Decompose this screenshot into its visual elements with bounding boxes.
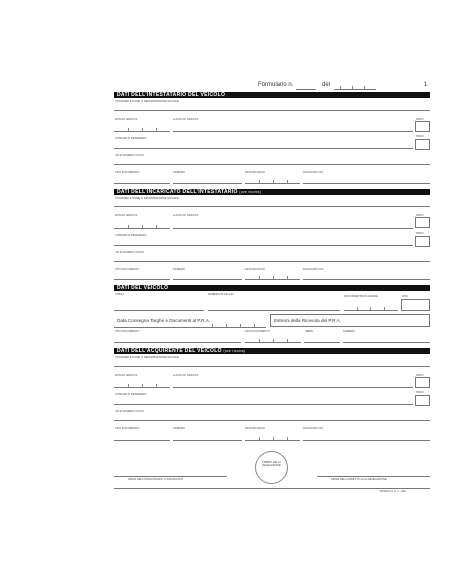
agent-birthdate-tick bbox=[156, 225, 157, 228]
owner-section-title: DATI DELL'INTESTATARIO DEL VEICOLO bbox=[117, 92, 226, 98]
vehicle-consegna-label: Data Consegna Targhe e Documenti al P.R.A. bbox=[117, 318, 211, 323]
page-number: 1 bbox=[424, 82, 428, 88]
owner-birthdate-label: DATA DI NASCITA bbox=[115, 117, 138, 121]
owner-docnumber-field[interactable] bbox=[173, 183, 242, 184]
vehicle-datadoc-tick bbox=[273, 339, 274, 342]
owner-issued-label: DATA RILASCIO bbox=[245, 170, 265, 174]
agent-birthdate-tick bbox=[128, 225, 129, 228]
agent-birthdate-tick bbox=[142, 225, 143, 228]
buyer-residence-label: COMUNE DI RESIDENZA bbox=[115, 392, 147, 396]
owner-name-field[interactable] bbox=[114, 110, 430, 111]
agent-section-header bbox=[114, 189, 430, 195]
buyer-issuer-label: RILASCIATO DA bbox=[303, 426, 324, 430]
agent-docnumber-label: NUMERO bbox=[173, 267, 185, 271]
vehicle-uso-box[interactable] bbox=[401, 299, 430, 311]
owner-issued-tick bbox=[259, 180, 260, 183]
agent-section-note: (ove ricorra) bbox=[239, 190, 262, 194]
buyer-docnumber-label: NUMERO bbox=[173, 426, 185, 430]
agent-name-label: COGNOME E NOME O DENOMINAZIONE SOCIALE bbox=[115, 196, 179, 200]
buyer-issued-tick bbox=[273, 437, 274, 440]
buyer-birthdate-tick bbox=[128, 384, 129, 387]
buyer-birthdate-field[interactable] bbox=[114, 387, 170, 388]
owner-residence-field[interactable] bbox=[114, 148, 413, 149]
vehicle-telaio-label: NUMERO DI TELAIO bbox=[208, 292, 234, 296]
vehicle-consegna-tick bbox=[240, 324, 241, 327]
agent-address-field[interactable] bbox=[114, 261, 430, 262]
owner-section-header bbox=[114, 92, 430, 98]
buyer-issued-field[interactable] bbox=[245, 440, 300, 441]
owner-issuer-label: RILASCIATO DA bbox=[303, 170, 324, 174]
left-signature-label: FIRMA DELL'INTESTATARIO O INCARICATO bbox=[128, 478, 183, 481]
buyer-name-field[interactable] bbox=[114, 366, 430, 367]
agent-doctype-label: TIPO DOCUMENTO bbox=[115, 267, 140, 271]
agent-prov-label: PROV. bbox=[416, 213, 425, 217]
owner-birthdate-tick bbox=[142, 128, 143, 131]
agent-issuer-label: RILASCIATO DA bbox=[303, 267, 324, 271]
owner-issued-tick bbox=[273, 180, 274, 183]
buyer-doctype-label: TIPO DOCUMENTO bbox=[115, 426, 140, 430]
buyer-prov-box[interactable] bbox=[415, 377, 430, 388]
right-signature-label: FIRMA DELL'ADDETTO ALLA DELEGAZIONE bbox=[331, 478, 387, 481]
vehicle-immatricolazione-tick bbox=[357, 307, 358, 310]
vehicle-datadoc-tick bbox=[287, 339, 288, 342]
buyer-birthdate-label: DATA DI NASCITA bbox=[115, 373, 138, 377]
form-date-tick bbox=[352, 86, 353, 89]
owner-issuer-field[interactable] bbox=[303, 183, 430, 184]
vehicle-consegna-tick bbox=[226, 324, 227, 327]
vehicle-estremi-label: Estremi della Ricevuta del P.R.A. bbox=[274, 318, 342, 323]
form-date-tick bbox=[364, 86, 365, 89]
agent-birthdate-label: DATA DI NASCITA bbox=[115, 213, 138, 217]
agent-prov2-box[interactable] bbox=[415, 236, 430, 247]
owner-birthdate-tick bbox=[128, 128, 129, 131]
form-date-line bbox=[334, 89, 376, 90]
delegation-stamp-text: TIMBRO DELLA DELEGAZIONE bbox=[261, 461, 282, 468]
owner-address-label: VIA E NUMERO CIVICO bbox=[115, 153, 145, 157]
buyer-docnumber-field[interactable] bbox=[173, 440, 242, 441]
owner-prov2-box[interactable] bbox=[415, 139, 430, 150]
buyer-birthplace-field[interactable] bbox=[173, 387, 413, 388]
buyer-birthdate-tick bbox=[142, 384, 143, 387]
buyer-prov-label: PROV. bbox=[416, 373, 425, 377]
vehicle-telaio-field[interactable] bbox=[208, 310, 340, 311]
owner-issued-tick bbox=[287, 180, 288, 183]
vehicle-section-title: DATI DEL VEICOLO bbox=[117, 285, 169, 291]
right-signature-line[interactable] bbox=[317, 476, 430, 477]
vehicle-datadoc-field[interactable] bbox=[245, 342, 301, 343]
form-number-label: Formulario n. bbox=[258, 82, 294, 88]
owner-prov-box[interactable] bbox=[415, 121, 430, 132]
vehicle-targa-field[interactable] bbox=[114, 310, 204, 311]
owner-name-label: COGNOME E NOME O DENOMINAZIONE SOCIALE bbox=[115, 99, 179, 103]
vehicle-section-header bbox=[114, 285, 430, 291]
owner-docnumber-label: NUMERO bbox=[173, 170, 185, 174]
owner-prov-label: PROV. bbox=[416, 117, 425, 121]
vehicle-consegna-tick bbox=[212, 324, 213, 327]
form-date-label: del bbox=[322, 82, 331, 88]
buyer-prov2-label: PROV. bbox=[416, 390, 425, 394]
owner-birthdate-tick bbox=[156, 128, 157, 131]
agent-address-label: VIA E NUMERO CIVICO bbox=[115, 250, 145, 254]
owner-doctype-label: TIPO DOCUMENTO bbox=[115, 170, 140, 174]
vehicle-tipodoc-field[interactable] bbox=[114, 342, 241, 343]
vehicle-targa-label: TARGA bbox=[115, 292, 124, 296]
buyer-address-label: VIA E NUMERO CIVICO bbox=[115, 409, 145, 413]
agent-prov2-label: PROV. bbox=[416, 231, 425, 235]
buyer-prov2-box[interactable] bbox=[415, 395, 430, 406]
buyer-address-field[interactable] bbox=[114, 420, 430, 421]
agent-issued-tick bbox=[259, 276, 260, 279]
agent-issued-label: DATA RILASCIO bbox=[245, 267, 265, 271]
agent-residence-field[interactable] bbox=[114, 245, 413, 246]
owner-address-field[interactable] bbox=[114, 164, 430, 165]
form-number-line bbox=[296, 89, 316, 90]
footer-divider bbox=[114, 488, 430, 489]
buyer-section-note: (ove ricorra) bbox=[223, 349, 246, 353]
owner-residence-label: COMUNE DI RESIDENZA bbox=[115, 136, 147, 140]
buyer-doctype-field[interactable] bbox=[114, 440, 170, 441]
buyer-birthdate-tick bbox=[156, 384, 157, 387]
owner-birthdate-field[interactable] bbox=[114, 131, 170, 132]
vehicle-tipodoc-label: TIPO DOCUMENTO bbox=[115, 329, 140, 333]
vehicle-consegna-tick bbox=[254, 324, 255, 327]
buyer-issued-label: DATA RILASCIO bbox=[245, 426, 265, 430]
buyer-section-header bbox=[114, 348, 430, 354]
vehicle-datadoc-tick bbox=[259, 339, 260, 342]
buyer-residence-field[interactable] bbox=[114, 404, 413, 405]
buyer-issued-tick bbox=[287, 437, 288, 440]
agent-issued-field[interactable] bbox=[245, 279, 300, 280]
owner-birthplace-label: LUOGO DI NASCITA bbox=[173, 117, 199, 121]
agent-doctype-field[interactable] bbox=[114, 279, 170, 280]
vehicle-numero-label: NUMERO bbox=[343, 329, 355, 333]
agent-prov-box[interactable] bbox=[415, 217, 430, 228]
owner-prov2-label: PROV. bbox=[416, 134, 425, 138]
agent-issuer-field[interactable] bbox=[303, 279, 430, 280]
vehicle-uso-label: USO bbox=[402, 294, 408, 298]
agent-issued-tick bbox=[287, 276, 288, 279]
agent-residence-label: COMUNE DI RESIDENZA bbox=[115, 233, 147, 237]
footer-note: MODELLO N. 1 - DEL bbox=[380, 490, 407, 493]
vehicle-immatricolazione-label: DATA IMMATRICOLAZIONE bbox=[344, 294, 378, 298]
owner-birthplace-field[interactable] bbox=[173, 131, 413, 132]
vehicle-immatricolazione-tick bbox=[370, 307, 371, 310]
vehicle-immatricolazione-tick bbox=[384, 307, 385, 310]
owner-issued-field[interactable] bbox=[245, 183, 300, 184]
agent-birthplace-label: LUOGO DI NASCITA bbox=[173, 213, 199, 217]
agent-docnumber-field[interactable] bbox=[173, 279, 242, 280]
agent-name-field[interactable] bbox=[114, 206, 430, 207]
agent-birthplace-field[interactable] bbox=[173, 228, 413, 229]
owner-doctype-field[interactable] bbox=[114, 183, 170, 184]
buyer-birthplace-label: LUOGO DI NASCITA bbox=[173, 373, 199, 377]
buyer-issued-tick bbox=[259, 437, 260, 440]
agent-issued-tick bbox=[273, 276, 274, 279]
vehicle-numero-field[interactable] bbox=[343, 342, 430, 343]
vehicle-serie-field[interactable] bbox=[304, 342, 340, 343]
buyer-issuer-field[interactable] bbox=[303, 440, 430, 441]
vehicle-consegna-field[interactable] bbox=[114, 327, 266, 328]
buyer-name-label: COGNOME E NOME O DENOMINAZIONE SOCIALE bbox=[115, 355, 179, 359]
left-signature-line[interactable] bbox=[114, 476, 227, 477]
form-date-tick bbox=[340, 86, 341, 89]
agent-section-title: DATI DELL'INCARICATO DELL'INTESTATARIO bbox=[117, 189, 238, 195]
vehicle-immatricolazione-field[interactable] bbox=[344, 310, 398, 311]
vehicle-serie-label: SERIE bbox=[305, 329, 314, 333]
buyer-section-title: DATI DELL'ACQUIRENTE DEL VEICOLO bbox=[117, 348, 222, 354]
vehicle-datadoc-label: DATA DOCUMENTO bbox=[245, 329, 270, 333]
agent-birthdate-field[interactable] bbox=[114, 228, 170, 229]
